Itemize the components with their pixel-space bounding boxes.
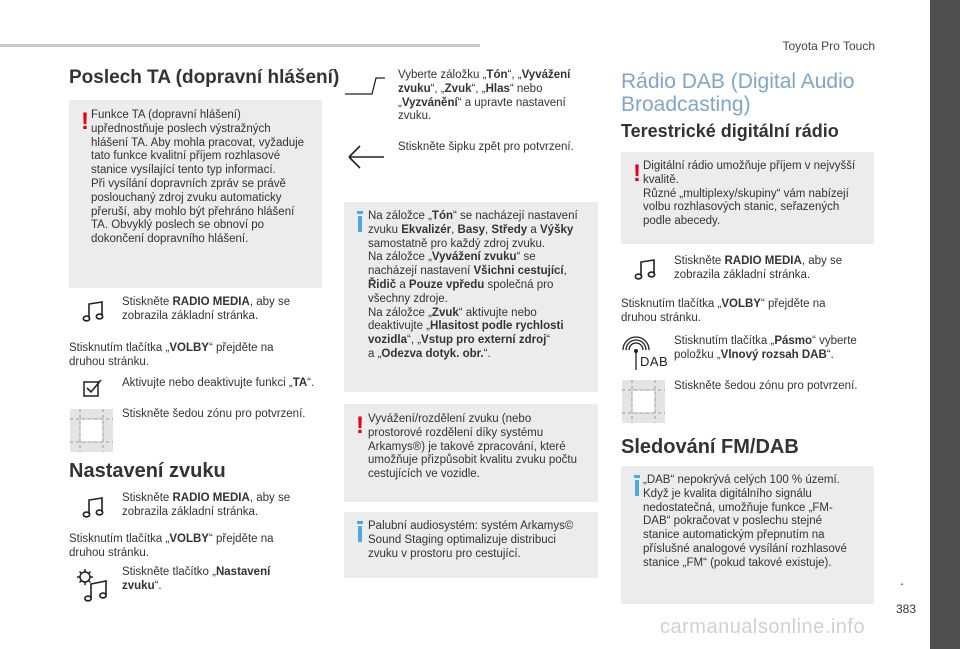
warning-icon: ! (356, 412, 364, 439)
info-icon (357, 521, 363, 524)
step-select-tab: Vyberte záložku „Tón“, „Vyvážení zvuku“, „Zvuk“, „Hlas“ nebo „Vyzvánění“ a upravte nastavení zvuku. (398, 69, 571, 123)
warning-box-ta (69, 100, 322, 288)
warning-icon: ! (633, 160, 641, 187)
page-edge-bar (930, 0, 960, 649)
warning-box-dab (621, 152, 874, 244)
info-box-arkamys (344, 512, 598, 578)
paragraph-volby-3: Stisknutím tlačítka „VOLBY“ přejděte na druhou stránku. (621, 298, 826, 324)
dab-icon-label: DAB (640, 354, 669, 369)
continuation-mark: . (900, 572, 904, 588)
step-sound-settings: Stiskněte tlačítko „Nastavení zvuku“. (122, 566, 271, 592)
checkbox-icon (83, 378, 103, 398)
warning-icon: ! (81, 108, 89, 135)
info-box-tabs (344, 202, 598, 392)
step-radio-media-2: Stiskněte RADIO MEDIA, aby se zobrazila základní stránka. (122, 492, 291, 518)
paragraph-volby-1: Stisknutím tlačítka „VOLBY“ přejděte na druhou stránku. (69, 342, 274, 368)
page-number: 383 (896, 602, 917, 616)
paragraph-volby-2: Stisknutím tlačítka „VOLBY“ přejděte na druhou stránku. (69, 533, 274, 559)
step-radio-media-1: Stiskněte RADIO MEDIA, aby se zobrazila základní stránka. (122, 296, 291, 322)
warning-text-ta: Funkce TA (dopravní hlášení) upřednostňuje poslech výstražných hlášení TA. Aby mohla pracovat, vyžaduje tato funkce kvalitní příjem rozhlasové stanice vysílající tento typ informací. Při vysílání dopravních zpráv se právě poslouchaný zdroj zvuku automaticky přeruší, aby mohlo být přehráno hlášení TA. Obvyklý poslech se obnoví po dokončení dopravního hlášení. (91, 109, 305, 246)
music-note-icon (82, 300, 104, 324)
section-title-terrestrial: Terestrické digitální rádio (621, 121, 839, 141)
footer-watermark: carmanualsonline.info (660, 616, 866, 638)
info-text-fm-dab: „DAB“ nepokrývá celých 100 % území. Když je kvalita digitálního signálu nedostatečná, umožňuje funkce „FM- DAB“ pokračovat v poslechu stejné stanice automatickým přepnutím na příslušné analogové vysílání rozhlasové stanice „FM“ (pokud takové existuje). (643, 474, 847, 569)
sound-settings-icon (76, 568, 110, 604)
music-note-icon (634, 258, 656, 282)
back-arrow-icon (346, 142, 386, 172)
info-text-tabs: Na záložce „Tón“ se nacházejí nastavení zvuku Ekvalizér, Basy, Středy a Výšky samostatně pro každý zdroj zvuku. Na záložce „Vyvážení zvuku“ se nacházejí nastavení Všichni cestující, Řidič a Pouze vpředu společná pro všechny zdroje. Na záložce „Zvuk“ aktivujte nebo deaktivujte „Hlasitost podle rychlosti vozidla“, „Vstup pro externí zdroj“ a „Odezva dotyk. obr.“. (368, 210, 578, 360)
header-title: Toyota Pro Touch (782, 39, 875, 53)
music-note-icon (82, 496, 104, 520)
grey-zone-icon (70, 409, 113, 452)
step-radio-media-3: Stiskněte RADIO MEDIA, aby se zobrazila základní stránka. (674, 255, 843, 281)
grey-zone-icon (622, 380, 665, 423)
info-icon (634, 475, 640, 478)
warning-text-dab: Digitální rádio umožňuje příjem v nejvyšší kvalitě. Různé „multiplexy/skupiny“ vám nabízejí volbu rozhlasových stanic, seřazených podle abecedy. (643, 160, 856, 228)
warning-text-balance: Vyvážení/rozdělení zvuku (nebo prostorové rozdělení díky systému Arkamys®) je takové zpracování, které umožňuje přizpůsobit kvalitu zvuku počtu cestujících ve vozidle. (368, 413, 578, 481)
warning-box-balance (344, 404, 598, 502)
top-divider (0, 44, 480, 47)
step-back-arrow: Stiskněte šipku zpět pro potvrzení. (398, 141, 574, 153)
step-band-dab: Stisknutím tlačítka „Pásmo“ vyberte položku „Vlnový rozsah DAB“. (674, 335, 857, 361)
info-icon (357, 211, 363, 214)
step-toggle-ta: Aktivujte nebo deaktivujte funkci „TA“. (122, 377, 315, 389)
step-grey-zone-1: Stiskněte šedou zónu pro potvrzení. (122, 408, 306, 420)
info-text-arkamys: Palubní audiosystém: systém Arkamys© Sound Staging optimalizuje distribuci zvuku v prostoru pro cestující. (368, 520, 574, 560)
chapter-title-dab: Rádio DAB (Digital Audio Broadcasting) (621, 70, 855, 116)
info-box-fm-dab (621, 466, 874, 604)
section-title-sound: Nastavení zvuku (69, 460, 226, 482)
section-title-fm-dab: Sledování FM/DAB (621, 436, 799, 458)
tab-icon (344, 76, 386, 96)
step-grey-zone-2: Stiskněte šedou zónu pro potvrzení. (674, 380, 858, 392)
section-title-ta: Poslech TA (dopravní hlášení) (69, 67, 340, 88)
